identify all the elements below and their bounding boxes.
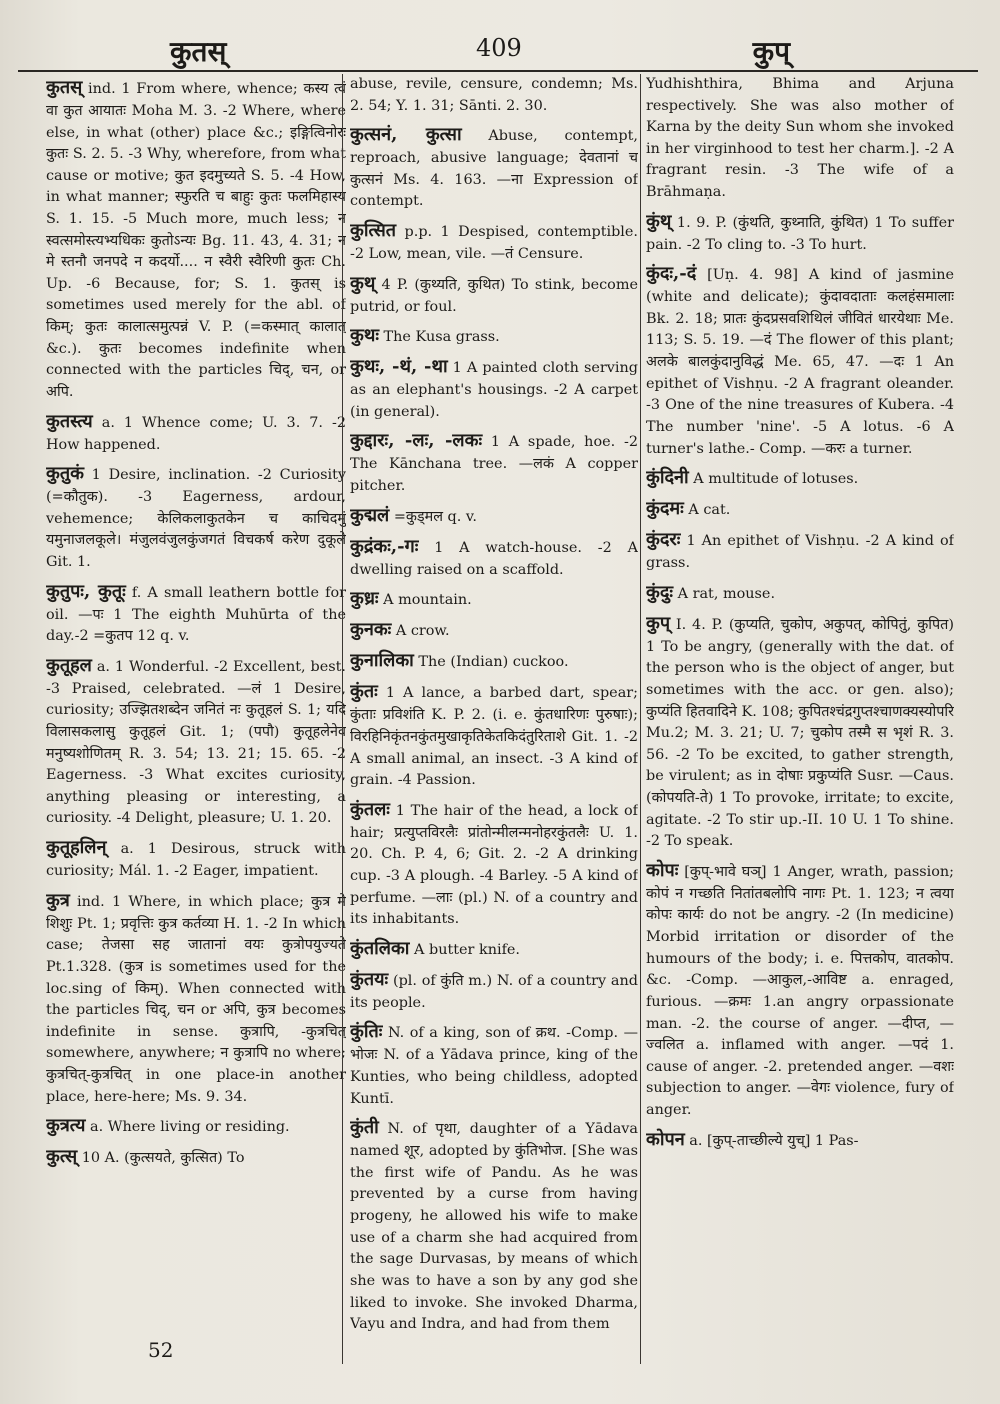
column-2	[350, 74, 638, 1364]
entry-headword: कुतस्त्य	[46, 410, 93, 432]
entry-definition: =कुड्मल q. v.	[393, 508, 477, 525]
page-number: 409	[476, 34, 522, 62]
entry-definition: a. 1 Wonderful. -2 Excellent, best. -3 Praised, celebrated. —लं 1 Desire, curiosity; उज्झितशब्देन जनितं नः कुतूहलं S. 1; यदि विलासकलासु कुतूहलं Git. 1; (पपौ) कुतूहलेनेव मनुष्यशोणितम् R. 3. 54; 13. 21; 15. 65. -2 Eagerness. -3 What excites curiosity, anything pleasing or interesting, a curiosity. -4 Delight, pleasure; U. 1. 20.	[46, 658, 346, 827]
dictionary-entry	[646, 208, 954, 257]
entry-definition: A crow.	[395, 623, 450, 640]
dictionary-entry	[46, 652, 346, 830]
dictionary-entry	[350, 585, 638, 612]
entry-headword: कुंती	[350, 1117, 379, 1139]
entry-definition: a. Where living or residing.	[90, 1119, 290, 1136]
dictionary-entry	[646, 464, 954, 491]
dictionary-entry	[46, 578, 346, 648]
entry-headword: कुध्रः	[350, 588, 379, 610]
entry-definition: a. 1 Whence come; U. 3. 7. -2 How happened.	[46, 414, 346, 453]
entry-headword: कुत्सनं, कुत्सा	[350, 124, 462, 146]
dictionary-entry	[350, 678, 638, 791]
entry-definition: N. of a king, son of क्रथ. -Comp. —भोजः N. of a Yādava prince, king of the Kunties, who being childless, adopted Kuntī.	[350, 1025, 638, 1107]
entry-headword: कुथः	[350, 325, 379, 347]
entry-headword: कुद्दारः, -लः, -लकः	[350, 430, 483, 452]
dictionary-entry	[46, 1112, 346, 1139]
dictionary-entry	[646, 260, 954, 460]
entry-headword: कुंतयः	[350, 968, 389, 990]
entry-headword: कुत्र	[46, 889, 70, 911]
entry-headword: कुंतलः	[350, 798, 390, 820]
dictionary-entry	[350, 217, 638, 266]
column-3	[646, 74, 954, 1364]
entry-headword: कुतूहलिन्	[46, 837, 107, 859]
column-1	[46, 74, 346, 1364]
entry-headword: कुंदमः	[646, 498, 684, 520]
entry-definition: ind. 1 From where, whence; कस्य त्वं वा कुत आयातः Moha M. 3. -2 Where, where else, in what (other) place &c.; इङ्गित्विनोरः कुतः S. 2. 5. -3 Why, wherefore, from what cause or motive; कुत इदमुच्यते S. 5. -4 How, in what manner; स्फुरति च बाहुः कुतः फलमिहास्य S. 1. 15. -5 Much more, much less; न स्वत्समोस्त्यभ्यधिकः कुतोऽन्यः Bg. 11. 43, 4. 31; न मे स्तनौ जनपदे न कदर्यो.... न स्वैरी स्वैरिणी कुतः Ch. Up. -6 Because, for; S. 1. कुतस् is sometimes used merely for the abl. of किम्; कुतः कालात्समुत्पन्नं V. P. (=कस्मात् कालात् &c.). कुतः becomes indefinite when connected with the particles चिद्, चन, or अपि.	[46, 81, 346, 400]
entry-definition: 1 A painted cloth serving as an elephant's housings. -2 A carpet (in general).	[350, 360, 638, 420]
dictionary-entry	[350, 502, 638, 529]
dictionary-entry	[350, 533, 638, 582]
entry-headword: कुतुपः, कुतूः	[46, 580, 126, 602]
entry-definition: ind. 1 Where, in which place; कुत्र मे शिशुः Pt. 1; प्रवृत्तिः कुत्र कर्तव्या H. 1. -2 In which case; तेजसा सह जातानां वयः कुत्रोपयुज्यते Pt.1.328. (कुत्र is sometimes used for the loc.sing of किम्). When connected with the particles चिद्, चन or अपि, कुत्र becomes indefinite in sense. कुत्रापि, -कुत्रचित् somewhere, anywhere; न कुत्रापि no where; कुत्रचित्-कुत्रचित् in one place-in another place, here-here; Ms. 9. 34.	[46, 893, 346, 1105]
header-rule	[18, 70, 978, 72]
entry-definition: I. 4. P. (कुप्यति, चुकोप, अकुपत्, कोपितुं, कुपित) 1 To be angry, (generally with the dat. of the person who is the object of anger, but sometimes with the acc. or gen. also); कुप्यंति हितवादिने K. 108; कुपितश्चंद्रगुप्तश्चाणक्यस्योपरि Mu.2; M. 3. 21; U. 7; चुकोप तस्मै स भृशं R. 3. 56. -2 To be excited, to gather strength, be virulent; as in दोषाः प्रकुप्यंति Susr. —Caus. (कोपयति-ते) 1 To provoke, irritate; to excite, agitate. -2 To stir up.-II. 10 U. 1 To shine. -2 To speak.	[646, 616, 954, 850]
dictionary-entry	[646, 1126, 954, 1153]
entry-definition: p.p. 1 Despised, contemptible. -2 Low, mean, vile. —तं Censure.	[350, 224, 638, 263]
text-columns	[20, 74, 980, 1374]
entry-headword: कुप्	[646, 612, 671, 634]
entry-headword: कोपः	[646, 859, 679, 881]
dictionary-entry	[46, 460, 346, 573]
entry-definition: [कुप्-भावे घञ्] 1 Anger, wrath, passion; कोपं न गच्छति नितांतबलोपि नागः Pt. 1. 123; न त्वया कोपः कार्यः do not be angry. -2 (In medicine) Morbid irritation or disorder of the humours of the body; i. e. पित्तकोप, वातकोप. &c. -Comp. —आकुल,-आविष्ट a. enraged, furious. —क्रमः 1.an angry orpassionate man. -2. the course of anger. —दीप्त, —ज्वलित a. inflamed with anger. —पदं 1. cause of anger. -2. pretended anger. —वशः subjection to anger. —वेगः violence, fury of anger.	[646, 863, 954, 1118]
entry-headword: कुथः, -थं, -था	[350, 356, 448, 378]
entry-headword: कुनालिका	[350, 650, 414, 672]
entry-definition: A rat, mouse.	[677, 585, 776, 602]
dictionary-entry	[350, 1018, 638, 1110]
dictionary-entry	[46, 887, 346, 1108]
entry-headword: कुतस्	[46, 77, 83, 98]
entry-definition: 1 An epithet of Vishṇu. -2 A kind of grass.	[646, 533, 954, 572]
entry-definition: The (Indian) cuckoo.	[418, 654, 569, 671]
entry-definition: [Uṇ. 4. 98] A kind of jasmine (white and delicate); कुंदावदाताः कलहंसमालाः Bk. 2. 18; प्रातः कुंदप्रसवशिथिलं जीवितं धारयेथाः Me. 113; S. 5. 19. —दं The flower of this plant; अलके बालकुंदानुविद्धं Me. 65, 47. —दः 1 An epithet of Vishṇu. -2 A fragrant oleander. -3 One of the nine treasures of Kubera. -4 The number 'nine'. -5 A lotus. -6 A turner's lathe.- Comp. —करः a turner.	[646, 267, 954, 457]
dictionary-entry	[46, 408, 346, 457]
entry-definition: 1 The hair of the head, a lock of hair; प्रत्युप्तविरलैः प्रांतोन्मीलन्मनोहरकुंतलैः U. 1. 20. Ch. P. 4, 6; Git. 2. -2 A drinking cup. -3 A plough. -4 Barley. -5 A kind of perfume. —लाः (pl.) N. of a country and its inhabitants.	[350, 802, 638, 928]
entry-headword: कुंदः,-दं	[646, 263, 697, 285]
entry-definition: 10 A. (कुत्सयते, कुत्सित) To	[81, 1150, 245, 1167]
entry-headword: कुंदरः	[646, 529, 681, 551]
entry-headword: कुंतिः	[350, 1021, 383, 1043]
entry-definition: 1 A spade, hoe. -2 The Kānchana tree. —लकं A copper pitcher.	[350, 434, 638, 495]
entry-headword: कुंदिनी	[646, 467, 689, 489]
entry-definition: Yudhishthira, Bhima and Arjuna respectively. She was also mother of Karna by the deity Sun whom she invoked in her virginhood to test her charm.]. -2 A fragrant resin. -3 The wife of a Brāhmaṇa.	[646, 76, 954, 201]
entry-definition: A mountain.	[383, 592, 472, 609]
dictionary-entry	[646, 495, 954, 522]
entry-headword: कोपन	[646, 1128, 685, 1150]
dictionary-entry	[646, 74, 954, 204]
entry-definition: A butter knife.	[414, 941, 521, 958]
entry-definition: N. of पृथा, daughter of a Yādava named शूर, adopted by कुंतिभोज. [She was the first wife of Pandu. As he was prevented by a curse from having progeny, he allowed his wife to make use of a charm she had acquired from the sage Durvasas, by means of which she was to have a son by any god she liked to invoke. She invoked Dharma, Vayu and Indra, and had from them	[350, 1121, 638, 1333]
entry-headword: कुद्रंकः,-गः	[350, 535, 419, 557]
column-divider-2	[640, 74, 641, 1364]
entry-headword: कुद्मलं	[350, 504, 390, 526]
dictionary-entry	[350, 353, 638, 423]
entry-definition: (pl. of कुंति m.) N. of a country and its people.	[350, 972, 638, 1011]
entry-headword: कुत्रत्य	[46, 1115, 86, 1137]
dictionary-entry	[350, 74, 638, 117]
entry-definition: The Kusa grass.	[383, 329, 500, 346]
entry-definition: f. A small leathern bottle for oil. —पः 1 The eighth Muhūrta of the day.-2 =कुतप 12 q. v.	[46, 584, 346, 645]
entry-definition: A cat.	[688, 502, 731, 519]
dictionary-entry	[46, 834, 346, 883]
entry-definition: abuse, revile, censure, condemn; Ms. 2. 54; Y. 1. 31; Sānti. 2. 30.	[350, 76, 638, 114]
signature-mark: 52	[148, 1338, 174, 1362]
dictionary-entry	[46, 74, 346, 404]
dictionary-entry	[350, 322, 638, 349]
entry-headword: कुतुकं	[46, 463, 84, 485]
dictionary-entry	[350, 966, 638, 1015]
entry-headword: कुंथ्	[646, 210, 672, 232]
page-header	[20, 26, 970, 70]
entry-headword: कुत्स्	[46, 1146, 78, 1168]
dictionary-entry	[46, 1143, 346, 1170]
entry-definition: 1. 9. P. (कुंथति, कुथ्नाति, कुंथित) 1 To suffer pain. -2 To cling to. -3 To hurt.	[646, 214, 954, 253]
column-divider-1	[342, 74, 343, 1364]
entry-headword: कुथ्	[350, 272, 376, 294]
dictionary-entry	[350, 427, 638, 497]
entry-definition: 1 Desire, inclination. -2 Curiosity (=कौतुक). -3 Eagerness, ardour, vehemence; केलिकलाकुतकेन च काचिदमुं यमुनाजलकूले। मंजुलवंजुलकुंजगतं विचकर्ष करेण दुकूले Git. 1.	[46, 467, 346, 570]
entry-definition: a. [कुप्-ताच्छील्ये युच्] 1 Pas-	[689, 1132, 859, 1149]
header-left-guide-word: कुतस्	[170, 35, 227, 68]
entry-definition: 1 A watch-house. -2 A dwelling raised on a scaffold.	[350, 539, 638, 578]
dictionary-entry	[350, 796, 638, 931]
dictionary-entry	[646, 579, 954, 606]
dictionary-entry	[350, 121, 638, 213]
dictionary-entry	[646, 610, 954, 853]
header-right-guide-word: कुप्	[752, 35, 790, 68]
dictionary-entry	[646, 526, 954, 575]
entry-definition: a. 1 Desirous, struck with curiosity; Mál. 1. -2 Eager, impatient.	[46, 841, 346, 880]
dictionary-entry	[350, 1114, 638, 1335]
dictionary-entry	[350, 270, 638, 319]
entry-definition: 4 P. (कुथ्यति, कुथित) To stink, become putrid, or foul.	[350, 276, 638, 315]
entry-headword: कुंदुः	[646, 581, 674, 603]
entry-headword: कुतूहल	[46, 654, 92, 676]
entry-headword: कुत्सित	[350, 220, 397, 242]
dictionary-entry	[350, 616, 638, 643]
entry-definition: 1 A lance, a barbed dart, spear; कुंताः प्रविशंति K. P. 2. (i. e. कुंतधारिणः पुरुषाः); विरहिनिकृंतनकुंतमुखाकृतिकेतकिदंतुरिताशे Git. 1. -2 A small animal, an insect. -3 A kind of grain. -4 Passion.	[350, 685, 638, 789]
dictionary-entry	[350, 647, 638, 674]
entry-headword: कुनकः	[350, 619, 392, 641]
entry-definition: Abuse, contempt, reproach, abusive language; देवतानां च कुत्सनं Ms. 4. 163. —ना Expression of contempt.	[350, 128, 638, 210]
entry-headword: कुंतलिका	[350, 937, 410, 959]
entry-headword: कुंतः	[350, 681, 378, 703]
dictionary-entry	[350, 935, 638, 962]
entry-definition: A multitude of lotuses.	[693, 471, 859, 488]
dictionary-entry	[646, 857, 954, 1122]
